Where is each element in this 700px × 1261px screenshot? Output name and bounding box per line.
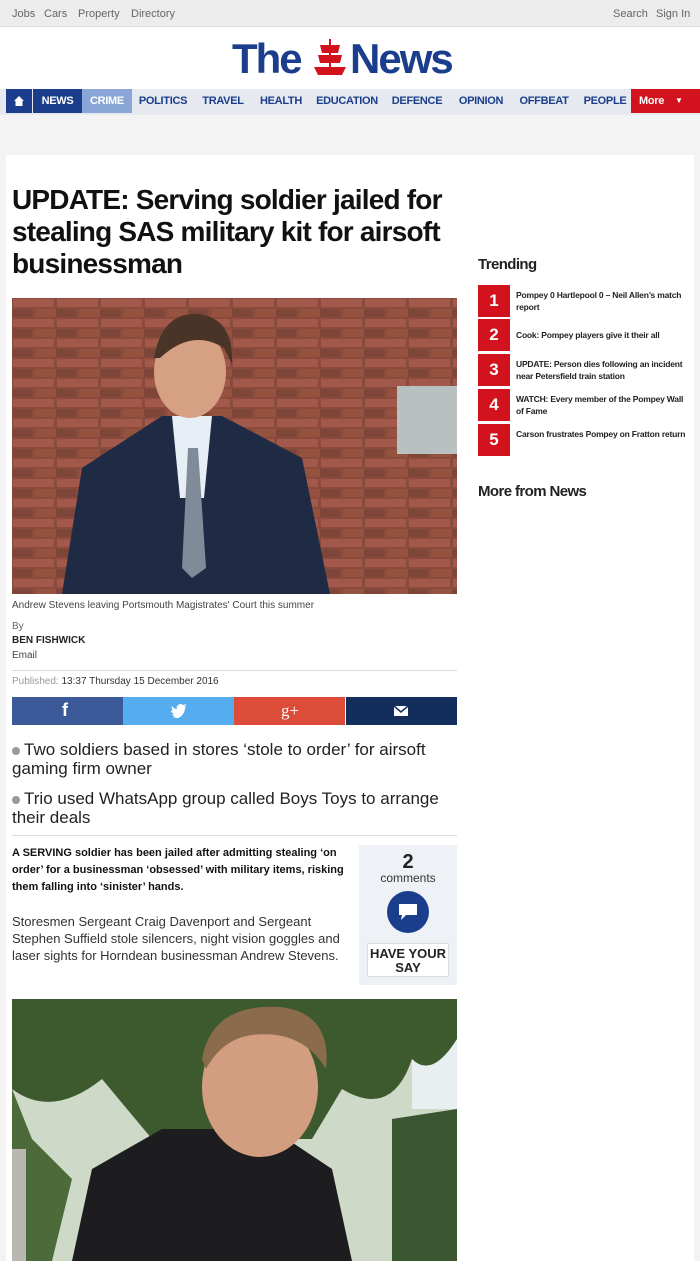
nav-more-label: More: [639, 95, 665, 107]
author-name[interactable]: BEN FISHWICK: [12, 635, 86, 646]
nav-item-people[interactable]: PEOPLE: [583, 95, 627, 107]
utility-bar: [0, 0, 700, 27]
search-link[interactable]: Search: [613, 8, 648, 20]
nav-item-offbeat[interactable]: OFFBEAT: [519, 95, 569, 107]
comments-label: comments: [380, 871, 436, 885]
trending-text: Carson frustrates Pompey on Fratton return: [516, 429, 686, 439]
comments-box[interactable]: [359, 845, 457, 985]
trending-rank: 5: [478, 424, 510, 456]
trending-item[interactable]: [478, 285, 688, 317]
main-nav: [0, 89, 700, 115]
facebook-icon: f: [62, 700, 68, 720]
twitter-share-button[interactable]: [123, 697, 234, 725]
bullet-text: Two soldiers based in stores ‘stole to order’ for airsoft gaming firm owner: [12, 740, 426, 778]
photo-image: [12, 999, 457, 1261]
trending-item[interactable]: [478, 319, 688, 351]
article-paragraph: Storesmen Sergeant Craig Davenport and Sergeant Stephen Suffield stole silencers, night vision goggles and laser sights for Horndean businessman Andrew Stevens.: [12, 914, 340, 963]
email-share-button[interactable]: [346, 697, 457, 725]
nav-item-health[interactable]: HEALTH: [260, 95, 302, 107]
have-your-say-button[interactable]: HAVE YOUR SAY: [367, 943, 449, 977]
site-logo[interactable]: [232, 33, 472, 85]
ad-space: [0, 115, 700, 155]
logo-word-the: The: [232, 35, 301, 82]
photo-image: [12, 298, 457, 594]
trending-text: WATCH: Every member of the Pompey Wall of Fame: [516, 394, 684, 416]
trending-text: Pompey 0 Hartlepool 0 – Neil Allen’s match report: [516, 290, 682, 312]
nav-more-button[interactable]: [631, 89, 694, 113]
published-label: Published:: [12, 676, 59, 687]
summary-bullet: [12, 740, 452, 778]
published-value: 13:37 Thursday 15 December 2016: [61, 676, 219, 687]
trending-text: UPDATE: Person dies following an incident near Petersfield train station: [516, 359, 683, 381]
nav-item-education[interactable]: EDUCATION: [316, 95, 378, 107]
home-icon: [13, 95, 25, 107]
nav-item-news[interactable]: NEWS: [33, 89, 82, 113]
bullet-dot: [12, 747, 20, 755]
cars-link[interactable]: Cars: [44, 8, 68, 20]
trending-title: Trending: [478, 256, 537, 273]
nav-item-crime[interactable]: CRIME: [82, 89, 132, 113]
comment-count: 2: [402, 851, 414, 873]
masthead: [0, 27, 700, 89]
article-photo-soldier[interactable]: [12, 999, 457, 1261]
byline-label: By: [12, 621, 24, 632]
bullet-text: Trio used WhatsApp group called Boys Toys to arrange their deals: [12, 789, 439, 827]
divider: [12, 670, 457, 671]
share-bar: [12, 697, 457, 725]
sign-in-link[interactable]: Sign In: [656, 8, 691, 20]
nav-item-opinion[interactable]: OPINION: [458, 95, 504, 107]
trending-rank: 2: [478, 319, 510, 351]
summary-bullet: [12, 789, 452, 827]
home-button[interactable]: [6, 89, 32, 113]
more-from-title: More from News: [478, 483, 587, 500]
google-plus-icon: g+: [281, 701, 300, 720]
chevron-down-icon: ▼: [675, 96, 683, 105]
logo-word-news: News: [350, 35, 452, 82]
bullet-dot: [12, 796, 20, 804]
article-headline: UPDATE: Serving soldier jailed for stealing SAS military kit for airsoft businessman: [12, 184, 442, 279]
trending-item[interactable]: [478, 424, 688, 456]
trending-rank: 3: [478, 354, 510, 386]
trending-text: Cook: Pompey players give it their all: [516, 330, 660, 340]
published-date: [12, 676, 219, 687]
divider: [12, 835, 457, 836]
nav-item-travel[interactable]: TRAVEL: [202, 95, 244, 107]
ship-icon: [312, 37, 348, 77]
nav-edge: [694, 89, 700, 113]
nav-item-politics[interactable]: POLITICS: [138, 95, 188, 107]
envelope-icon: [394, 706, 408, 716]
jobs-link[interactable]: Jobs: [12, 8, 36, 20]
trending-item[interactable]: [478, 389, 688, 421]
google-plus-share-button[interactable]: [234, 697, 345, 725]
author-email-link[interactable]: Email: [12, 650, 38, 661]
article-lead: A SERVING soldier has been jailed after admitting stealing ‘on order’ for a businessman ‘obsessed’ with military items, risking them falling into ‘sinister’ hands.: [12, 847, 344, 893]
article-photo-andrew-stevens[interactable]: [12, 298, 457, 594]
property-link[interactable]: Property: [78, 8, 120, 20]
trending-rank: 4: [478, 389, 510, 421]
photo-caption: Andrew Stevens leaving Portsmouth Magistrates' Court this summer: [12, 600, 315, 611]
twitter-icon: [171, 704, 187, 718]
directory-link[interactable]: Directory: [131, 8, 176, 20]
comment-bubble-icon: [387, 891, 429, 933]
facebook-share-button[interactable]: [12, 697, 123, 725]
trending-item[interactable]: [478, 354, 688, 386]
trending-rank: 1: [478, 285, 510, 317]
nav-item-defence[interactable]: DEFENCE: [391, 95, 443, 107]
